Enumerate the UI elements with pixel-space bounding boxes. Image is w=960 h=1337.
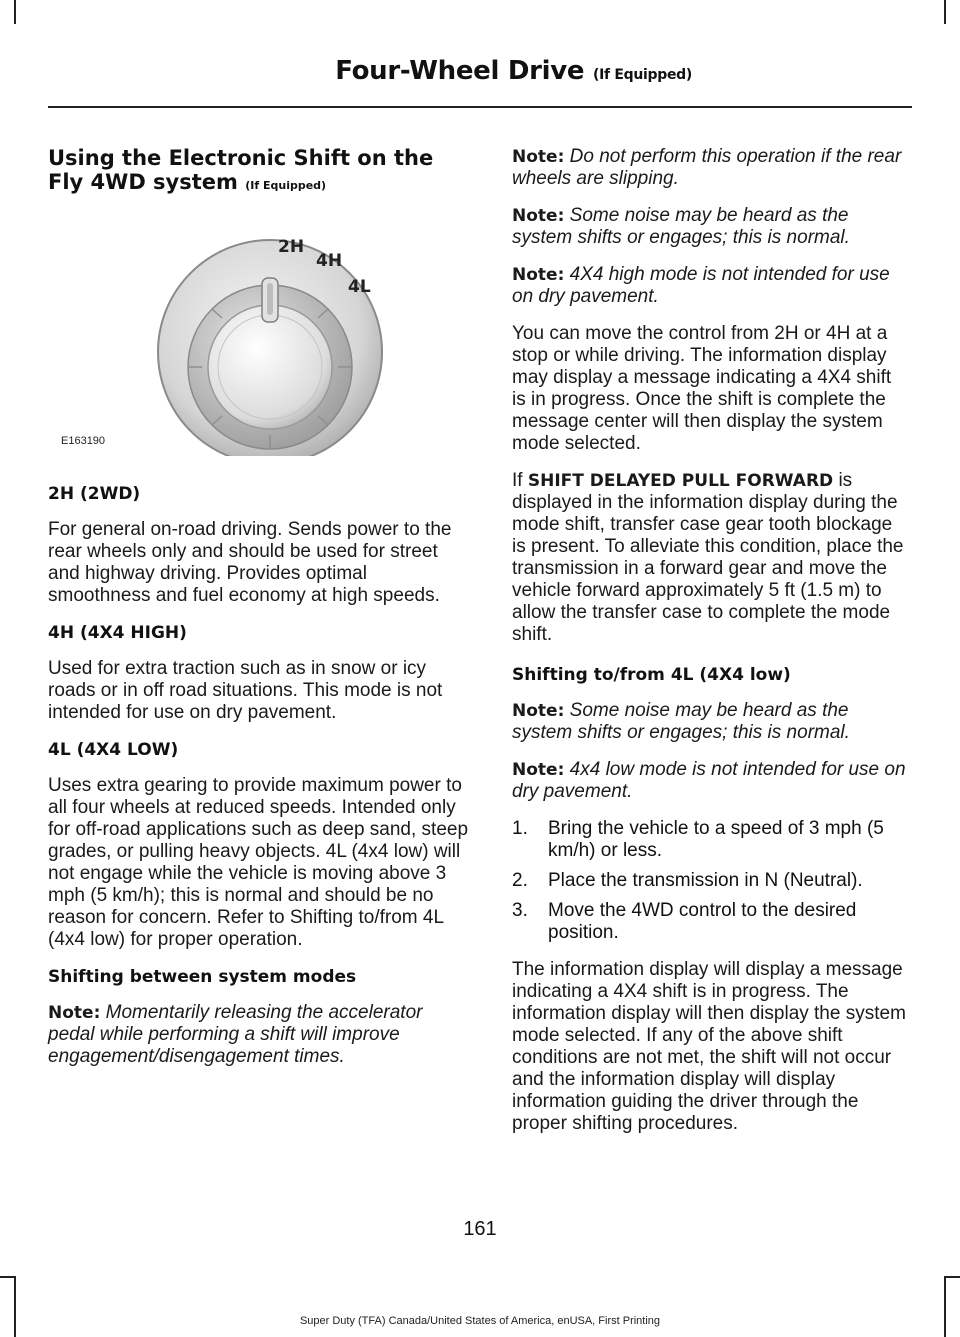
mode-4h-text: Used for extra traction such as in snow or icy roads or in off road situations. This mode is not intended for use on dry pavement. <box>48 658 443 723</box>
crop-mark <box>14 0 16 24</box>
dial-label-2h: 2H <box>278 237 305 257</box>
header-title-text: Four-Wheel Drive <box>335 56 585 86</box>
shift-steps-list <box>512 818 908 944</box>
header-rule <box>48 106 912 108</box>
crop-mark <box>944 0 946 24</box>
move-control-paragraph: You can move the control from 2H or 4H at a stop or while driving. The information display may display a message indicating a 4X4 shift is in progress. Once the shift is complete the message center will then display the system mode selected. <box>512 323 892 454</box>
mode-2h-heading: 2H (2WD) <box>48 484 141 504</box>
figure-code: E163190 <box>61 435 106 447</box>
dial-label-4l: 4L <box>348 277 371 297</box>
section-qualifier: (If Equipped) <box>245 179 327 192</box>
mode-2h-text: For general on-road driving. Sends power to the rear wheels only and should be used for street and highway driving. Provides optimal smoothness and fuel economy at high speeds. <box>48 519 452 606</box>
info-display-paragraph: The information display will display a message indicating a 4X4 shift is in progress. The information display will then display the system mode selected. If any of the above shift conditions are not met, the shift will not occur and the information display will display information guiding the driver through the proper shifting procedures. <box>512 959 906 1134</box>
list-item: 2. Place the transmission in N (Neutral). <box>512 870 863 891</box>
shift-delayed-message: SHIFT DELAYED PULL FORWARD <box>527 471 834 491</box>
crop-mark <box>14 1276 16 1337</box>
right-column <box>512 146 908 1150</box>
mode-4h-heading: 4H (4X4 HIGH) <box>48 623 187 643</box>
page-header-title <box>335 56 692 86</box>
note-4x4-high: Note: 4X4 high mode is not intended for use on dry pavement. <box>512 264 890 307</box>
note-accelerator: Note: Momentarily releasing the accelerator pedal while performing a shift will improve engagement/disengagement times. <box>48 1002 423 1067</box>
note-slipping: Note: Do not perform this operation if the rear wheels are slipping. <box>512 146 902 189</box>
page-number: 161 <box>463 1218 497 1240</box>
shifting-modes-heading: Shifting between system modes <box>48 967 357 987</box>
header-qualifier: (If Equipped) <box>593 67 692 83</box>
dial-label-4h: 4H <box>316 251 343 271</box>
crop-mark <box>0 1276 16 1278</box>
shifting-4l-heading: Shifting to/from 4L (4X4 low) <box>512 665 791 685</box>
shift-dial-figure <box>48 220 474 456</box>
page-footer: Super Duty (TFA) Canada/United States of America, enUSA, First Printing <box>299 1315 661 1327</box>
note-noise: Note: Some noise may be heard as the system shifts or engages; this is normal. <box>512 205 850 248</box>
list-item: 1. Bring the vehicle to a speed of 3 mph (5 km/h) or less. <box>512 818 884 861</box>
shift-dial-icon <box>48 220 474 456</box>
list-item: 3. Move the 4WD control to the desired position. <box>512 900 857 943</box>
note-noise-4l: Note: Some noise may be heard as the system shifts or engages; this is normal. <box>512 700 850 743</box>
mode-4l-heading: 4L (4X4 LOW) <box>48 740 179 760</box>
section-title: Using the Electronic Shift on the Fly 4WD system (If Equipped) <box>48 146 434 194</box>
note-4x4-low: Note: 4x4 low mode is not intended for use on dry pavement. <box>512 759 906 802</box>
crop-mark <box>944 1276 946 1337</box>
shift-delayed-paragraph: If SHIFT DELAYED PULL FORWARD is displayed in the information display during the mode shift, transfer case gear tooth blockage is present. To alleviate this condition, place the transmission in a forward gear and move the vehicle forward approximately 5 ft (1.5 m) to allow the transfer case to complete the mode shift. <box>512 470 904 645</box>
mode-4l-text: Uses extra gearing to provide maximum power to all four wheels at reduced speeds. Intended only for off-road applications such as deep sand, steep grades, or pulling heavy objects. 4L (4x4 low) will not engage while the vehicle is moving above 3 mph (5 km/h); this is normal and should be no reason for concern. Refer to Shifting to/from 4L (4x4 low) for proper operation. <box>48 775 469 950</box>
left-column <box>48 146 474 1083</box>
crop-mark <box>944 1276 960 1278</box>
